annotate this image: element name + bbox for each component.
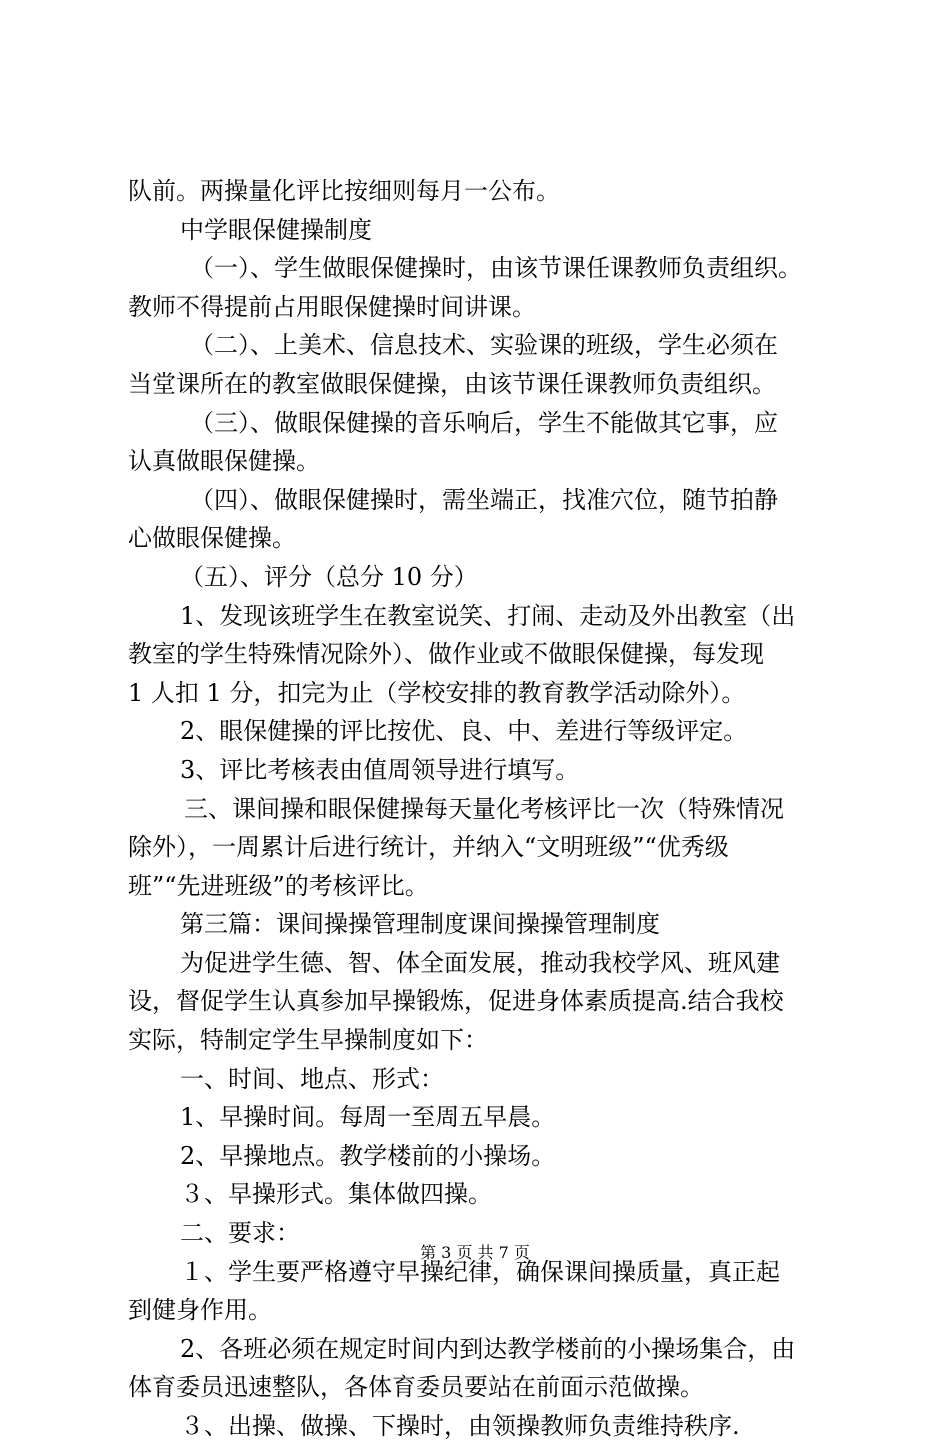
text-line: 一、时间、地点、形式：: [180, 1064, 444, 1093]
text-line: 第三篇：课间操操管理制度课间操操管理制度: [180, 910, 660, 939]
text-line: 除外），一周累计后进行统计，并纳入“文明班级”“优秀级: [128, 833, 729, 862]
text-line: 1、发现该班学生在教室说笑、打闹、走动及外出教室（出: [180, 601, 796, 630]
text-line: 教室的学生特殊情况除外）、做作业或不做眼保健操，每发现: [128, 640, 764, 669]
text-line: 2、早操地点。教学楼前的小操场。: [180, 1141, 556, 1170]
text-line: 1、早操时间。每周一至周五早晨。: [180, 1103, 556, 1132]
text-line: （四）、做眼保健操时，需坐端正，找准穴位，随节拍静: [190, 485, 778, 514]
text-line: （三）、做眼保健操的音乐响后，学生不能做其它事，应: [190, 408, 778, 437]
text-line: 设，督促学生认真参加早操锻炼，促进身体素质提高.结合我校: [128, 987, 784, 1016]
text-line: 实际，特制定学生早操制度如下：: [128, 1026, 488, 1055]
text-line: （一）、学生做眼保健操时，由该节课任课教师负责组织。: [190, 254, 802, 283]
text-line: 心做眼保健操。: [128, 524, 296, 553]
text-line: ３、早操形式。集体做四操。: [180, 1180, 492, 1209]
text-line: 班”“先进班级”的考核评比。: [128, 871, 429, 900]
text-line: 二、要求：: [180, 1219, 300, 1248]
text-line: 三、课间操和眼保健操每天量化考核评比一次（特殊情况: [184, 794, 784, 823]
text-line: 队前。两操量化评比按细则每月一公布。: [128, 177, 560, 205]
text-line: 3、评比考核表由值周领导进行填写。: [180, 755, 580, 784]
text-line: 2、眼保健操的评比按优、良、中、差进行等级评定。: [180, 717, 748, 746]
text-line: 中学眼保健操制度: [180, 215, 372, 244]
page-footer: 第 3 页 共 7 页: [420, 1243, 530, 1262]
text-line: 教师不得提前占用眼保健操时间讲课。: [128, 292, 536, 321]
text-line: 体育委员迅速整队，各体育委员要站在前面示范做操。: [128, 1373, 704, 1402]
text-line: （二）、上美术、信息技术、实验课的班级，学生必须在: [190, 331, 778, 360]
text-line: 到健身作用。: [128, 1296, 272, 1325]
text-line: （五）、评分（总分 10 分）: [180, 562, 478, 591]
text-line: １、学生要严格遵守早操纪律，确保课间操质量，真正起: [180, 1257, 780, 1286]
text-line: 1 人扣 1 分，扣完为止（学校安排的教育教学活动除外）。: [128, 678, 746, 707]
text-line: 认真做眼保健操。: [128, 447, 320, 476]
text-line: 当堂课所在的教室做眼保健操，由该节课任课教师负责组织。: [128, 369, 776, 398]
text-line: 2、各班必须在规定时间内到达教学楼前的小操场集合，由: [180, 1334, 796, 1363]
text-line: 为促进学生德、智、体全面发展，推动我校学风、班风建: [180, 948, 780, 977]
text-line: ３、出操、做操、下操时，由领操教师负责维持秩序.: [180, 1412, 740, 1440]
